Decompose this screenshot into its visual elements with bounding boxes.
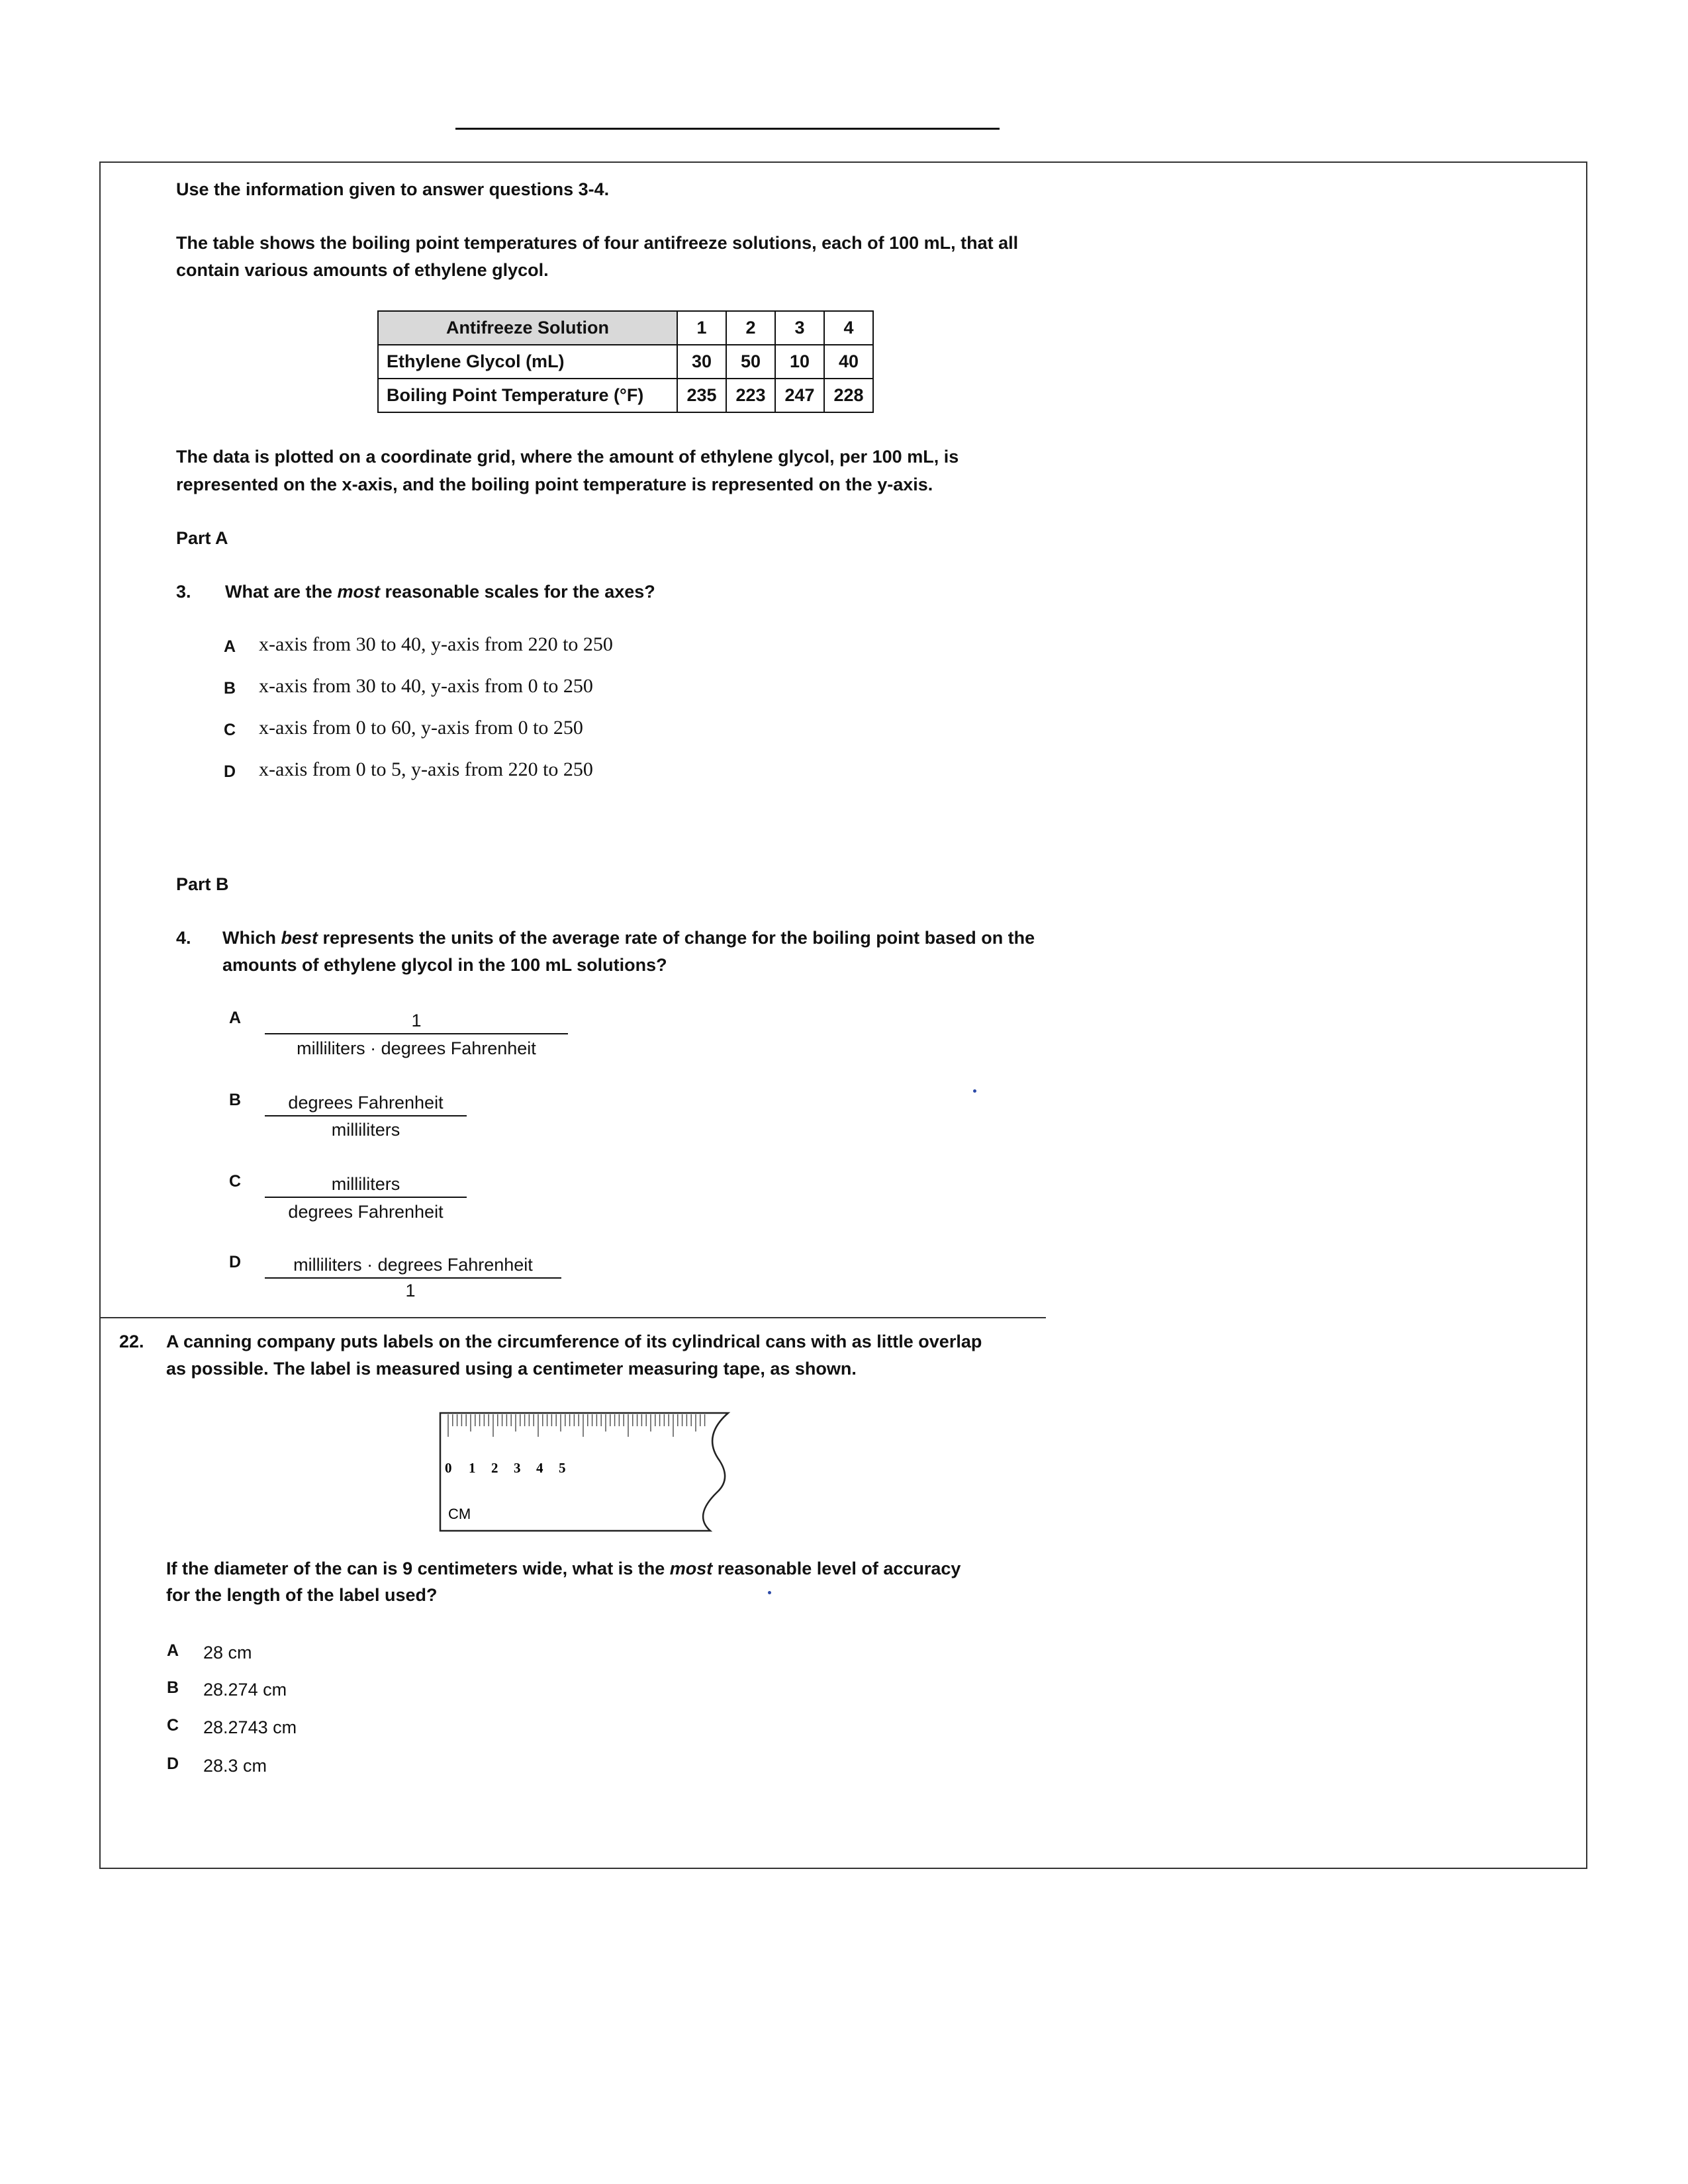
tape-unit-label: CM: [448, 1506, 471, 1522]
table-header-cell: 3: [775, 311, 824, 345]
q3-number: 3.: [176, 582, 191, 602]
q3-option-d[interactable]: x-axis from 0 to 5, y-axis from 220 to 250: [259, 758, 593, 780]
table-cell: 228: [824, 379, 873, 412]
q3-stem: [225, 578, 655, 606]
tape-number: 4: [536, 1460, 543, 1476]
table-cell: 30: [677, 345, 726, 379]
q4-option-letter: A: [229, 1009, 242, 1027]
q22-stem-line1: A canning company puts labels on the circumference of its cylindrical cans with as little overlap: [166, 1332, 982, 1351]
plot-description-line1: The data is plotted on a coordinate grid, where the amount of ethylene glycol, per 100 mL, is: [176, 447, 959, 467]
antifreeze-table: [377, 310, 874, 413]
q4-stem-line1: [222, 924, 1035, 952]
q4-option-a-numerator[interactable]: 1: [411, 1011, 422, 1030]
table-cell: 50: [726, 345, 775, 379]
q22-option-b[interactable]: 28.274 cm: [203, 1680, 287, 1700]
table-header-cell: Antifreeze Solution: [378, 311, 677, 345]
q3-stem-emphasis: most: [337, 582, 381, 602]
q22-option-letter: A: [167, 1641, 179, 1660]
table-header-cell: 2: [726, 311, 775, 345]
tape-number: 0: [445, 1460, 452, 1476]
tape-number: 5: [559, 1460, 566, 1476]
q22-question-pre: If the diameter of the can is 9 centimeters wide, what is the: [166, 1559, 670, 1578]
q4-stem-line2: amounts of ethylene glycol in the 100 mL solutions?: [222, 955, 667, 975]
q4-option-a-denominator[interactable]: milliliters · degrees Fahrenheit: [297, 1038, 536, 1058]
table-cell: 40: [824, 345, 873, 379]
q3-option-b[interactable]: x-axis from 30 to 40, y-axis from 0 to 250: [259, 675, 593, 697]
q4-option-d-denominator[interactable]: 1: [405, 1281, 416, 1300]
q4-option-letter: C: [229, 1172, 242, 1191]
table-row-label: Boiling Point Temperature (°F): [378, 379, 677, 412]
q22-question-emphasis: most: [669, 1559, 713, 1578]
q4-stem-pre: Which: [222, 928, 281, 948]
q3-stem-post: reasonable scales for the axes?: [380, 582, 655, 602]
tape-number: 1: [469, 1460, 476, 1476]
q22-option-letter: C: [167, 1716, 179, 1735]
q4-option-d-numerator[interactable]: milliliters · degrees Fahrenheit: [293, 1255, 533, 1275]
table-row: [378, 345, 873, 379]
table-row-label: Ethylene Glycol (mL): [378, 345, 677, 379]
tape-outline: [440, 1413, 728, 1531]
q3-option-letter: D: [224, 762, 236, 781]
table-header-row: [378, 311, 873, 345]
q4-option-c-numerator[interactable]: milliliters: [331, 1174, 400, 1194]
table-row: [378, 379, 873, 412]
q4-option-letter: B: [229, 1091, 242, 1109]
measuring-tape-figure: [434, 1406, 738, 1539]
part-b-heading: Part B: [176, 874, 229, 894]
q22-question-post: reasonable level of accuracy: [712, 1559, 961, 1578]
tape-number: 3: [514, 1460, 521, 1476]
q4-stem-post: represents the units of the average rate of change for the boiling point based on the: [318, 928, 1035, 948]
stray-mark: [768, 1591, 771, 1594]
q22-option-a[interactable]: 28 cm: [203, 1643, 252, 1662]
intro-text: Use the information given to answer questions 3-4.: [176, 179, 610, 199]
q4-option-b-numerator[interactable]: degrees Fahrenheit: [288, 1093, 444, 1113]
q22-stem-line2: as possible. The label is measured using a centimeter measuring tape, as shown.: [166, 1359, 857, 1379]
table-cell: 223: [726, 379, 775, 412]
q3-option-letter: C: [224, 721, 236, 739]
q4-option-c-denominator[interactable]: degrees Fahrenheit: [288, 1202, 444, 1222]
q3-stem-pre: What are the: [225, 582, 338, 602]
q4-option-letter: D: [229, 1253, 242, 1271]
q4-number: 4.: [176, 928, 191, 948]
q3-option-c[interactable]: x-axis from 0 to 60, y-axis from 0 to 250: [259, 717, 583, 739]
q3-option-letter: B: [224, 679, 236, 698]
q4-stem-emphasis: best: [281, 928, 318, 948]
table-cell: 247: [775, 379, 824, 412]
q22-option-d[interactable]: 28.3 cm: [203, 1756, 267, 1776]
q3-option-a[interactable]: x-axis from 30 to 40, y-axis from 220 to 250: [259, 633, 613, 655]
q22-question-line2: for the length of the label used?: [166, 1585, 438, 1605]
stray-mark: [973, 1089, 976, 1093]
plot-description-line2: represented on the x-axis, and the boiling point temperature is represented on the y-axis.: [176, 475, 933, 494]
name-line: [455, 128, 1000, 130]
q22-option-c[interactable]: 28.2743 cm: [203, 1717, 297, 1737]
part-a-heading: Part A: [176, 528, 228, 548]
table-description-line1: The table shows the boiling point temperatures of four antifreeze solutions, each of 100 mL, that all: [176, 233, 1019, 253]
q3-option-letter: A: [224, 637, 236, 656]
table-description-line2: contain various amounts of ethylene glycol.: [176, 260, 549, 280]
q22-option-letter: B: [167, 1678, 179, 1697]
q22-option-letter: D: [167, 1754, 179, 1773]
table-cell: 10: [775, 345, 824, 379]
table-header-cell: 1: [677, 311, 726, 345]
question-divider: [99, 1317, 1046, 1318]
q4-option-b-denominator[interactable]: milliliters: [331, 1120, 400, 1140]
table-cell: 235: [677, 379, 726, 412]
q22-number: 22.: [119, 1332, 144, 1351]
q22-question-line1: [166, 1555, 961, 1582]
tape-number: 2: [491, 1460, 498, 1476]
table-header-cell: 4: [824, 311, 873, 345]
